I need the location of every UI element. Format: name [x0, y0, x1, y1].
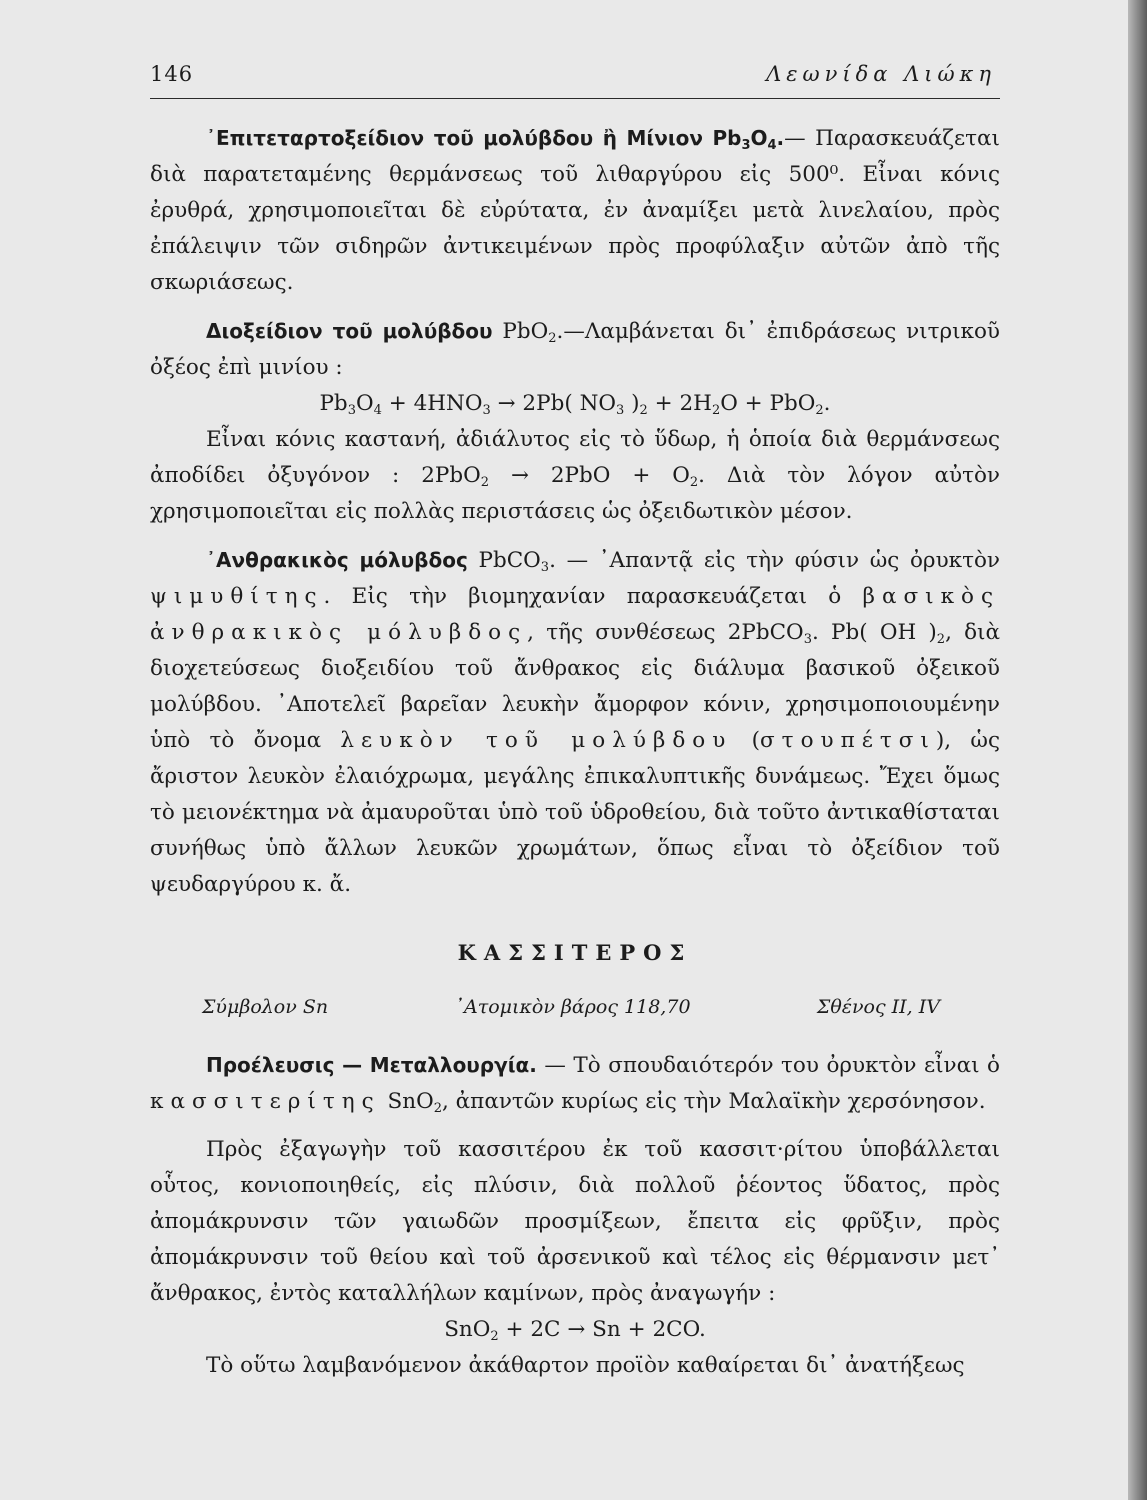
paragraph-refining: Τὸ οὕτω λαμβανόμενον ἀκάθαρτον προϊὸν καθαίρεται δι᾿ ἀνατήξεως — [206, 1353, 965, 1378]
valence: Σθένος II, IV — [816, 996, 940, 1018]
element-properties — [150, 989, 1000, 1025]
equation-minium-nitric: $Pb_3O_4 + 4HNO_3 \to 2Pb$( $NO_3$ )$_2 + 2H_2O + PbO_2$. — [319, 391, 831, 418]
page-edge-shadow — [1128, 0, 1147, 1500]
formula-pbco3: PbCO$_3$ — [467, 548, 550, 575]
atomic-weight: ᾿Ατομικὸν βάρος 118,70 — [454, 996, 691, 1018]
paragraph-dioxide-properties: Εἶναι κόνις καστανή, ἀδιάλυτος εἰς τὸ ὕδωρ, ἡ ὁποία διὰ θερμάνσεως ἀποδίδει ὀξυγόνον : $2PbO_2 \to 2PbO + O_2$. Διὰ τὸν λόγον αὐτὸν χρησιμοποιεῖται εἰς πολλὰς περιστάσεις ὡς ὀξειδωτικὸν μέσον. — [150, 427, 1000, 524]
spaced-term: λευκὸν τοῦ μολύβδου — [340, 728, 733, 753]
page-header — [150, 58, 1000, 99]
heading-lead-dioxide: Διοξείδιον τοῦ μολύβδου — [206, 319, 493, 343]
heading-lead-carbonate: ᾿Ανθρακικὸς μόλυβδος — [206, 548, 468, 572]
formula-pbo2: PbO$_2$ — [492, 319, 557, 346]
heading-minium: ᾿Επιτεταρτοξείδιον τοῦ μολύβδου ἢ Μίνιον — [206, 126, 704, 150]
spaced-term: κασσιτερίτης — [150, 1089, 381, 1114]
paragraph-origin: Προέλευσις — Μεταλλουργία. — Τὸ σπουδαιότερόν του ὀρυκτὸν εἶναι ὁ κασσιτερίτης SnO$_2$, ἀπαντῶν κυρίως εἰς τὴν Μαλαϊκὴν χερσόνησον. — [150, 1053, 1000, 1116]
paragraph-lead-carbonate: ᾿Ανθρακικὸς μόλυβδος PbCO$_3$. — ᾿Απαντᾷ εἰς τὴν φύσιν ὡς ὀρυκτὸν ψιμυθίτης. Εἰς τὴν βιομηχανίαν παρασκευάζεται ὁ βασικὸς ἀνθρακικὸς μόλυβδος, τῆς συνθέσεως 2PbCO$_3$. Pb( OH )$_2$, διὰ διοχετεύσεως διοξειδίου τοῦ ἄνθρακος εἰς διάλυμα βασικοῦ ὀξεικοῦ μολύβδου. ᾿Αποτελεῖ βαρεῖαν λευκὴν ἄμορφον κόνιν, χρησιμοποιουμένην ὑπὸ τὸ ὄνομα λευκὸν τοῦ μολύβδου (στουπέτσι), ὡς ἄριστον λευκὸν ἐλαιόχρωμα, μεγάλης ἐπικαλυπτικῆς δυνάμεως. Ἔχει ὅμως τὸ μειονέκτημα νὰ ἀμαυροῦται ὑπὸ τοῦ ὑδροθείου, διὰ τοῦτο ἀντικαθίσταται συνήθως ὑπὸ ἄλλων λευκῶν χρωμάτων, ὅπως εἶναι τὸ ὀξείδιον τοῦ ψευδαργύρου κ. ἄ. — [150, 548, 1001, 897]
heading-origin-metallurgy: Προέλευσις — Μεταλλουργία. — [206, 1053, 537, 1077]
paragraph-minium — [150, 120, 1000, 301]
section-title-tin: ΚΑΣΣΙΤΕΡΟΣ — [457, 940, 693, 965]
spaced-term: ψιμυθίτης — [150, 584, 324, 609]
paragraph-extraction: Πρὸς ἐξαγωγὴν τοῦ κασσιτέρου ἐκ τοῦ κασσιτ·ρίτου ὑποβάλλεται οὗτος, κονιοποιηθείς, εἰς πλύσιν, διὰ πολλοῦ ῥέοντος ὕδατος, πρὸς ἀπομάκρυνσιν τῶν γαιωδῶν προσμίξεων, ἔπειτα εἰς φρῦξιν, πρὸς ἀπομάκρυνσιν τοῦ θείου καὶ τοῦ ἀρσενικοῦ καὶ τέλος εἰς θέρμανσιν μετ᾿ ἄνθρακος, ἐντὸς καταλλήλων καμίνων, πρὸς ἀναγωγήν : — [150, 1137, 1000, 1306]
element-symbol: Σύμβολον Sn — [202, 996, 329, 1018]
paragraph-lead-dioxide — [150, 313, 1000, 386]
spaced-term: στουπέτσι — [760, 728, 936, 753]
spaced-term: βασικὸς ἀνθρακικὸς μόλυβδος — [150, 584, 1000, 645]
paragraph-text: .—Λαμβάνεται δι᾿ ἐπιδράσεως νιτρικοῦ ὀξέος ἐπὶ μινίου : — [150, 319, 1000, 380]
page-body — [150, 120, 1000, 1384]
page-number: 146 — [150, 62, 194, 86]
paragraph-text: — Παρασκευάζεται διὰ παρατεταμένης θερμάνσεως τοῦ λιθαργύρου εἰς 500⁰. Εἶναι κόνις ἐρυθρά, χρησιμοποιεῖται δὲ εὐρύτατα, ἐν ἀναμίξει μετὰ λινελαίου, πρὸς ἐπάλειψιν τῶν σιδηρῶν ἀντικειμένων πρὸς προφύλαξιν αὐτῶν ἀπὸ τῆς σκωριάσεως. — [150, 126, 1000, 295]
formula-pb3o4: $Pb_3O_4$. — [712, 126, 785, 153]
running-head: Λεωνίδα Λιώκη — [766, 62, 996, 86]
equation-tin-reduction: SnO$_2$ + 2C → Sn + 2CO. — [444, 1317, 706, 1344]
